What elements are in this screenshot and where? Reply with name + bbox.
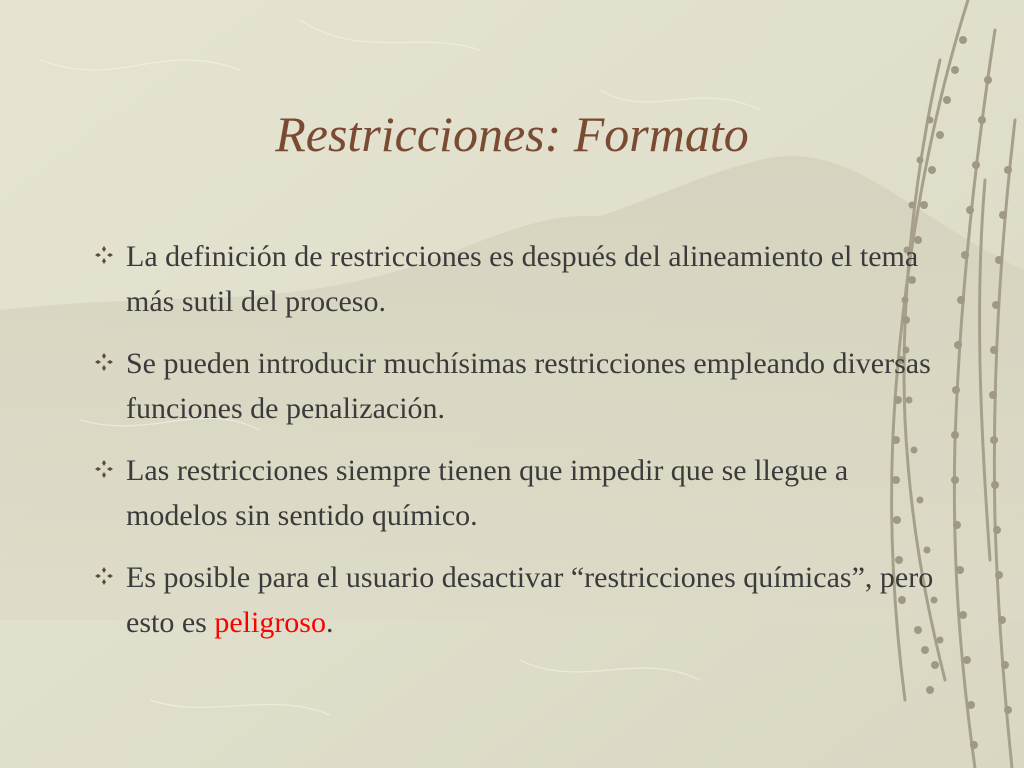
bullet-text: Las restricciones siempre tienen que impedir que se llegue a modelos sin sentido químico.	[126, 454, 849, 532]
bullet-item	[90, 448, 950, 538]
highlighted-word: peligroso	[214, 606, 326, 639]
bullet-text-end: .	[325, 606, 334, 639]
slide-title: Restricciones: Formato	[275, 106, 749, 162]
bullet-text: Se pueden introducir muchísimas restricciones empleando diversas funciones de penalización.	[126, 347, 931, 425]
bullet-item	[90, 234, 950, 324]
bullet-list	[90, 234, 950, 662]
bullet-text: La definición de restricciones es después del alineamiento el tema más sutil del proceso.	[126, 240, 919, 318]
bullet-item	[90, 341, 950, 431]
bullet-item	[90, 555, 950, 645]
four-diamond-bullet-icon	[94, 566, 114, 586]
four-diamond-bullet-icon	[94, 245, 114, 265]
four-diamond-bullet-icon	[94, 352, 114, 372]
four-diamond-bullet-icon	[94, 459, 114, 479]
bullet-text: Es posible para el usuario desactivar “restricciones químicas”, pero esto es	[126, 561, 934, 639]
